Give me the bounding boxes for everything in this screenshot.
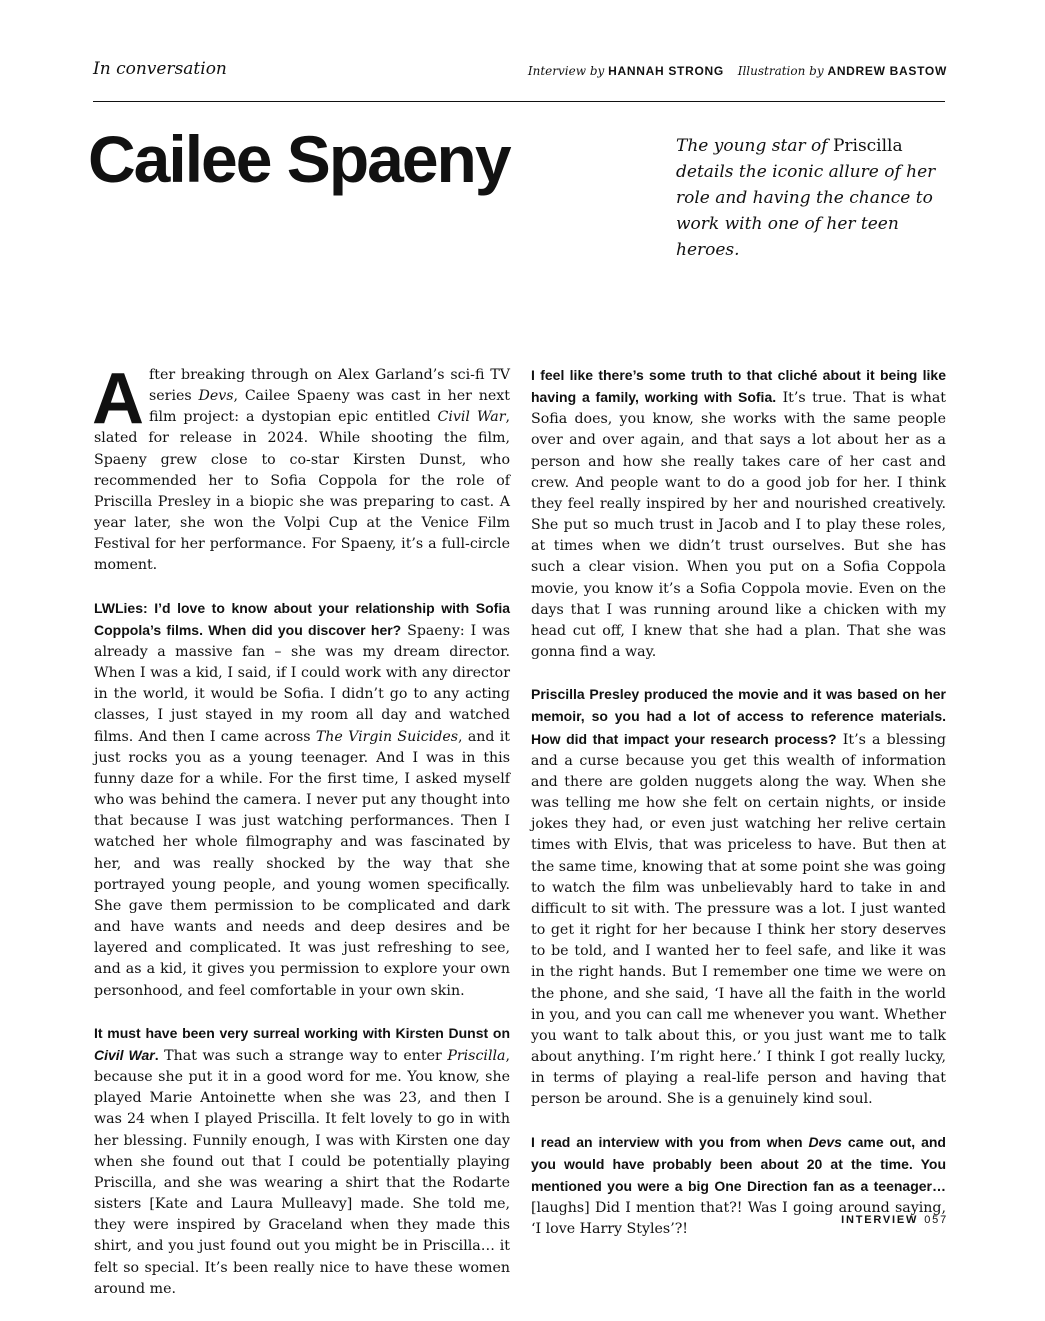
question-4: Priscilla Presley produced the movie and it was based on her memoir, so you had a lot of access to reference materials. How did that impact your research process? (531, 686, 946, 747)
qa-paragraph-3 (531, 365, 946, 663)
question-1: LWLies: I’d love to know about your relationship with Sofia Coppola’s films. When did you discover her? (94, 599, 510, 638)
standfirst-post: details the iconic allure of her role and having the chance to work with one of her teen heroes. (676, 162, 936, 260)
question-5-italic: Devs (808, 1133, 842, 1150)
interviewer-name: HANNAH STRONG (608, 64, 724, 78)
question-5-part-2: came out, and you would have probably been about 20 at the time. You mentioned you were a big One Direction fan as a teenager… (531, 1133, 946, 1194)
page-header (93, 55, 947, 85)
answer-2-part-1: That was such a strange way to enter (164, 1047, 448, 1064)
question-5 (531, 1134, 946, 1194)
section-kicker: In conversation (93, 59, 227, 79)
page-number: 057 (924, 1214, 948, 1226)
standfirst (676, 133, 956, 263)
credits (528, 64, 947, 78)
standfirst-film: Priscilla (832, 136, 903, 156)
header-rule (93, 101, 945, 102)
answer-4: It’s a blessing and a curse because you get this wealth of information and there are golden nuggets along the way. When she was telling me how she felt on certain nights, or inside jokes they had, or even just watching her relive certain times with Elvis, that was priceless to have. But then at the same time, knowing that at some point she was going to watch the film was unbelievably hard to take in and difficult to sit with. The pressure was a lot. I just wanted to get it right for her because I think her story deserves to be told, and I wanted her to feel safe, and like it was in the right hands. But I remember one time we were on the phone, and she said, ‘I have all the faith in the world in you, and you can call me whenever you want. Whether you want to talk about this, or you just want me to talk about anything. I’m right here.’ I think I got really lucky, in terms of playing a real-life person and having that person be around. She is a genuinely kind soul. (531, 731, 946, 1108)
illustration-by-label: Illustration by (737, 64, 824, 78)
answer-2-italic: Priscilla (447, 1047, 506, 1064)
answer-1-part-1: Spaeny: I was already a massive fan – she was my dream director. When I was a kid, I said, if I could work with any director in the world, it would be Sofia. I didn’t go to any acting classes, I just stayed in my room all day and watched films. And then I came across (94, 622, 510, 745)
left-column (92, 359, 510, 1321)
intro-text-1: fter breaking through on Alex Garland’s sci-fi TV series (149, 367, 510, 405)
right-column (531, 365, 946, 1262)
standfirst-pre: The young star of (676, 136, 833, 156)
intro-text-2: , Cailee Spaeny was cast in her next film project: a dystopian epic entitled (149, 388, 510, 426)
question-3: I feel like there’s some truth to that cliché about it being like having a family, working with Sofia. (531, 367, 946, 406)
answer-1-part-2: , and it just rocks you as a young teenager. And I was in this funny daze for a while. For the first time, I asked myself who was behind the camera. I never put any thought into that because I was just watching performances. Then I watched her whole filmography and was fascinated by her, and was really shocked by the way that she portrayed young people, and young women specifically. She gave them permission to be complicated and dark and have wants and needs and deep desires and be layered and complicated. It was just refreshing to see, and as a kid, it gives you permission to explore your own personhood, and feel comfortable in your own skin. (94, 728, 510, 999)
intro-italic-2: Civil War (437, 409, 506, 426)
folio-section: INTERVIEW (841, 1214, 919, 1226)
answer-5: [laughs] Did I mention that?! Was I going around saying, ‘I love Harry Styles’?! (531, 1200, 946, 1238)
question-5-part-1: I read an interview with you from when (531, 1133, 809, 1150)
answer-1-italic: The Virgin Suicides (315, 728, 459, 745)
answer-3: It’s true. That is what Sofia does, you know, she works with the same people over and over again, and that says a lot about her as a person and how she really takes care of her cast and crew. And people want to do a good job for her. I think they feel really inspired by her and nourished creatively. She put so much trust in Jacob and I to play these roles, at times when we didn’t trust ourselves. But she has such a clear vision. When you put on a Sofia Coppola movie, you know it’s a Sofia Coppola movie. Even on the days that I was running around like a chicken with my head cut off, I knew that she had a plan. That she was gonna find a way. (531, 390, 946, 661)
answer-2-part-2: , because she put it in a good word for me. You know, she played Marie Antoinette when she was 23, and then I was 24 when I played Priscilla. It felt lovely to go in with her blessing. Funnily enough, I was with Kirsten one day when she found out that I could be potentially playing Priscilla, and she was wearing a shirt that the Rodarte sisters [Kate and Laura Mulleavy] made. She told me, they were inspired by Graceland when they made this shirt, and you just found out you might be in Priscilla… it felt so special. It’s been really nice to have these women around me. (94, 1047, 510, 1297)
qa-paragraph-1 (94, 598, 510, 1002)
illustrator-name: ANDREW BASTOW (827, 64, 947, 78)
article-title: Cailee Spaeny (88, 122, 510, 196)
qa-paragraph-4 (531, 684, 946, 1110)
intro-text-3: , slated for release in 2024. While shooting the film, Spaeny grew close to co-star Kirsten Dunst, who recommended her to Sofia Coppola for the role of Priscilla Presley in a biopic she was preparing to cast. A year later, she won the Volpi Cup at the Venice Film Festival for her performance. For Spaeny, it’s a full-circle moment. (94, 409, 510, 574)
intro-italic-1: Devs (198, 388, 234, 405)
intro-paragraph (92, 359, 510, 577)
question-2-part-1: It must have been very surreal working with Kirsten Dunst on (94, 1024, 510, 1041)
page-folio (841, 1214, 948, 1226)
qa-paragraph-2 (94, 1023, 510, 1300)
drop-cap: A (92, 359, 144, 439)
interview-by-label: Interview by (527, 64, 605, 78)
question-2-part-2: . (154, 1046, 159, 1063)
question-2-italic: Civil War (94, 1046, 155, 1063)
